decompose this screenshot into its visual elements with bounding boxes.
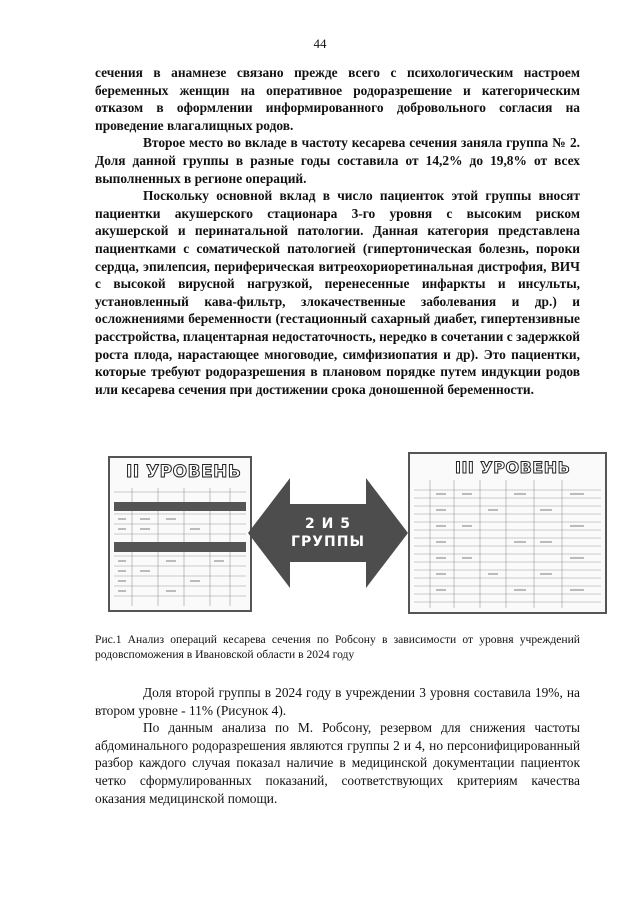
highlight-row xyxy=(114,502,246,511)
paragraph-3: Поскольку основной вклад в число пациенток этой группы вносят пациентки акушерского стационара 3-го уровня с высоким риском акушерской и перинатальной патологии. Данная категория представлена пациентками с соматической патологией (гипертоническая болезнь, пороки сердца, эпилепсия, периферическая витреохориоретинальная дистрофия, ВИЧ с высокой вирусной нагрузкой, перенесенные инфаркты и инсульты, установленный кава-фильтр, злокачественные заболевания и др.) и осложнениями беременности (гестационный сахарный диабет, гипертензивные расстройства, плацентарная недостаточность, нередко в сочетании с задержкой роста плода, нарастающее многоводие, симфизиопатия и др). Это пациентки, которые требуют родоразрешения в плановом порядке путем индукции родов или кесарева сечения при достижении срока доношенной беременности. xyxy=(95,188,580,397)
level-3-table-graphic xyxy=(410,454,605,612)
top-text-block xyxy=(95,64,580,398)
page-number: 44 xyxy=(313,36,327,51)
double-arrow xyxy=(248,478,408,588)
figure-robson-analysis xyxy=(108,448,605,618)
paragraph-4: Доля второй группы в 2024 году в учреждении 3 уровня составила 19%, на втором уровне - 11% (Рисунок 4). xyxy=(95,685,580,718)
figure-caption: Рис.1 Анализ операций кесарева сечения по Робсону в зависимости от уровня учреждений родовспоможения в Ивановской области в 2024 году xyxy=(95,633,580,661)
level-3-label: III УРОВЕНЬ xyxy=(455,458,571,477)
arrow-label-groups: ГРУППЫ xyxy=(291,534,365,550)
bottom-text-block xyxy=(95,684,580,807)
level-3-table-image xyxy=(408,452,607,614)
paragraph-1: сечения в анамнезе связано прежде всего с психологическим настроем беременных женщин на оперативное родоразрешение и категорическим отказом в оформлении информированного добровольного согласия на проведение влагалищных родов. xyxy=(95,65,580,133)
arrow-label-groups-numbers: 2 И 5 xyxy=(305,516,351,532)
highlight-row xyxy=(114,542,246,552)
level-2-table-image xyxy=(108,456,252,612)
paragraph-2: Второе место во вкладе в частоту кесарева сечения заняла группа № 2. Доля данной группы в разные годы составила от 14,2% до 19,8% от всех выполненных в регионе операций. xyxy=(95,135,580,186)
paragraph-5: По данным анализа по М. Робсону, резервом для снижения частоты абдоминального родоразрешения являются группы 2 и 4, но персонифицированный разбор каждого случая показал наличие в медицинской документации пациенток четко сформулированных показаний, соответствующих критериям качества оказания медицинской помощи. xyxy=(95,720,580,806)
level-2-label: II УРОВЕНЬ xyxy=(126,462,242,482)
double-arrow-icon xyxy=(248,478,408,588)
